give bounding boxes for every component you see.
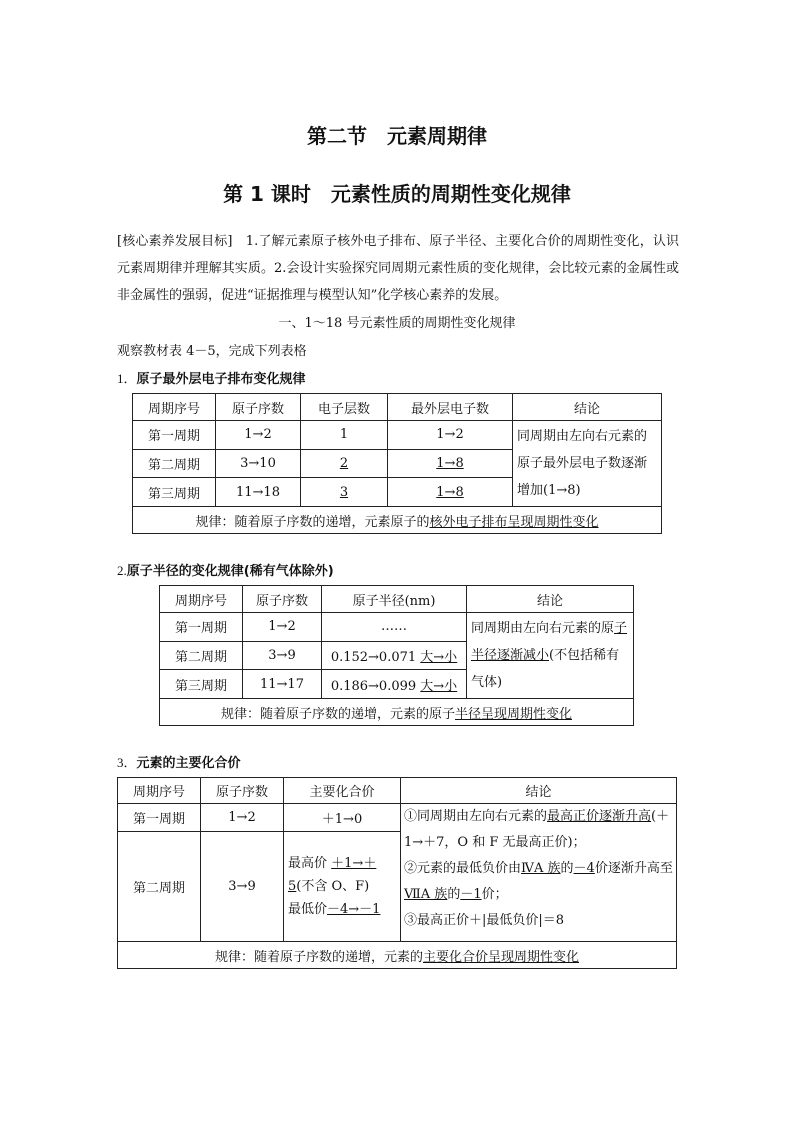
valence-cell <box>284 832 401 942</box>
answer-blank: ＋1→＋5 <box>288 856 377 894</box>
table-header: 结论 <box>467 586 634 613</box>
answer-blank: －4→－1 <box>327 902 381 917</box>
table-cell: 第二周期 <box>160 641 243 670</box>
table-cell: 第三周期 <box>160 670 243 699</box>
table3-number: 3． <box>117 755 137 770</box>
conclusion-text: (不包括稀有气体) <box>471 648 620 690</box>
rule-text: 规律：随着原子序数的递增，元素原子的 <box>195 514 430 530</box>
conclusion-line-2 <box>404 856 673 908</box>
instruction-text: 观察教材表 4－5，完成下列表格 <box>117 344 307 359</box>
answer-blank: 2 <box>339 455 349 471</box>
conclusion-text: 价； <box>481 887 508 902</box>
table-header: 原子半径(nm) <box>322 586 467 613</box>
table2-heading <box>117 560 334 579</box>
table-cell: …… <box>322 613 467 642</box>
table-cell: 1 <box>301 421 388 450</box>
table3-heading <box>117 752 241 771</box>
conclusion-line-3: ③最高正价＋|最低负价|＝8 <box>404 913 565 928</box>
table-cell: 第一周期 <box>160 613 243 642</box>
table1-conclusion: 同周期由左向右元素的原子最外层电子数逐渐增加(1→8) <box>513 421 662 507</box>
lesson-title: 第 1 课时 元素性质的周期性变化规律 <box>223 182 571 206</box>
conclusion-text: ①同周期由左向右元素的 <box>404 809 548 824</box>
conclusion-line-1 <box>404 804 673 856</box>
answer-blank: 1→8 <box>436 455 464 471</box>
max-valence-label: 最高价 <box>288 856 328 871</box>
table-cell: 第三周期 <box>133 478 216 507</box>
table-cell: 第一周期 <box>133 421 216 450</box>
rule-text: 规律：随着原子序数的递增，元素的原子 <box>220 706 455 722</box>
table3-title: 元素的主要化合价 <box>136 756 241 771</box>
table3-conclusion <box>401 804 677 942</box>
table-header: 最外层电子数 <box>388 394 513 421</box>
table-cell: 1→2 <box>216 421 301 450</box>
table-header: 周期序号 <box>160 586 243 613</box>
table-cell <box>388 478 513 507</box>
conclusion-text: (＋1→＋7，O 和 F 无最高正价)； <box>404 809 670 850</box>
answer-blank: 1→8 <box>436 484 464 500</box>
table-header: 原子序数 <box>216 394 301 421</box>
conclusion-text: 同周期由左向右元素的原 <box>471 621 615 636</box>
atomic-radius-table <box>159 585 634 726</box>
conclusion-text: ②元素的最低负价由 <box>404 861 522 876</box>
table-cell: 1→2 <box>243 613 322 642</box>
table1-title: 原子最外层电子排布变化规律 <box>136 372 306 387</box>
table2-rule <box>160 699 634 726</box>
conclusion-text: 的 <box>447 887 461 902</box>
answer-blank: 最高正价逐渐升高 <box>547 809 652 824</box>
table2-conclusion <box>467 613 634 699</box>
table1-heading <box>117 368 306 387</box>
table-cell: ＋1→0 <box>284 804 401 832</box>
electron-arrangement-table <box>132 393 662 534</box>
section-title: 第二节 元素周期律 <box>307 124 487 148</box>
answer-blank: 大→小 <box>420 678 458 694</box>
table-header: 主要化合价 <box>284 778 401 804</box>
answer-blank: 核外电子排布呈现周期性变化 <box>429 514 599 530</box>
table-header: 电子层数 <box>301 394 388 421</box>
table-cell <box>301 478 388 507</box>
table-header: 结论 <box>513 394 662 421</box>
table-header: 结论 <box>401 778 677 804</box>
conclusion-text: 价逐渐升高至 <box>594 861 673 876</box>
table-header: 原子序数 <box>201 778 284 804</box>
table-cell: 第二周期 <box>118 832 201 942</box>
table-header: 周期序号 <box>133 394 216 421</box>
answer-blank: ⅦA 族 <box>404 887 448 902</box>
answer-blank: 3 <box>339 484 349 500</box>
table-cell: 3→10 <box>216 449 301 478</box>
table-cell: 1→2 <box>201 804 284 832</box>
radius-value: 0.152→0.071 <box>330 649 421 665</box>
table-header: 周期序号 <box>118 778 201 804</box>
core-goals-text: 1.了解元素原子核外电子排布、原子半径、主要化合价的周期性变化，认识元素周期律并理解其实质。2.会设计实验探究同周期元素性质的变化规律，会比较元素的金属性或非金属性的强弱，促进“证据推理与模型认知”化学核心素养的发展。 <box>117 234 679 303</box>
table-cell <box>322 670 467 699</box>
min-valence-label: 最低价 <box>288 902 328 917</box>
answer-blank: －4 <box>573 861 595 876</box>
valence-table <box>117 777 677 969</box>
table-header: 原子序数 <box>243 586 322 613</box>
answer-blank: 主要化合价呈现周期性变化 <box>423 949 580 965</box>
section-heading: 一、1～18 号元素性质的周期性变化规律 <box>278 316 516 331</box>
answer-blank: ⅣA 族 <box>521 861 561 876</box>
table-cell <box>322 641 467 670</box>
answer-blank: 子半径逐渐减小 <box>471 621 628 663</box>
answer-blank: －1 <box>460 887 482 902</box>
table2-number: 2. <box>117 563 127 578</box>
table-cell: 第一周期 <box>118 804 201 832</box>
table-cell: 11→18 <box>216 478 301 507</box>
core-goals-paragraph <box>117 228 679 309</box>
conclusion-text: 的 <box>560 861 574 876</box>
table1-rule <box>133 507 662 534</box>
table2-title: 原子半径的变化规律(稀有气体除外) <box>126 564 334 579</box>
table-cell: 3→9 <box>201 832 284 942</box>
table1-number: 1． <box>117 371 137 386</box>
answer-blank: 大→小 <box>420 649 458 665</box>
core-goals-tag: [核心素养发展目标] <box>117 234 233 249</box>
table-cell: 3→9 <box>243 641 322 670</box>
table3-rule <box>118 942 677 969</box>
table-cell: 第二周期 <box>133 449 216 478</box>
table-cell <box>388 449 513 478</box>
table-cell <box>301 449 388 478</box>
radius-value: 0.186→0.099 <box>330 678 421 694</box>
rule-text: 规律：随着原子序数的递增，元素的 <box>214 949 423 965</box>
max-valence-note: (不含 O、F) <box>296 879 370 894</box>
answer-blank: 半径呈现周期性变化 <box>455 706 573 722</box>
table-cell: 1→2 <box>388 421 513 450</box>
table-cell: 11→17 <box>243 670 322 699</box>
